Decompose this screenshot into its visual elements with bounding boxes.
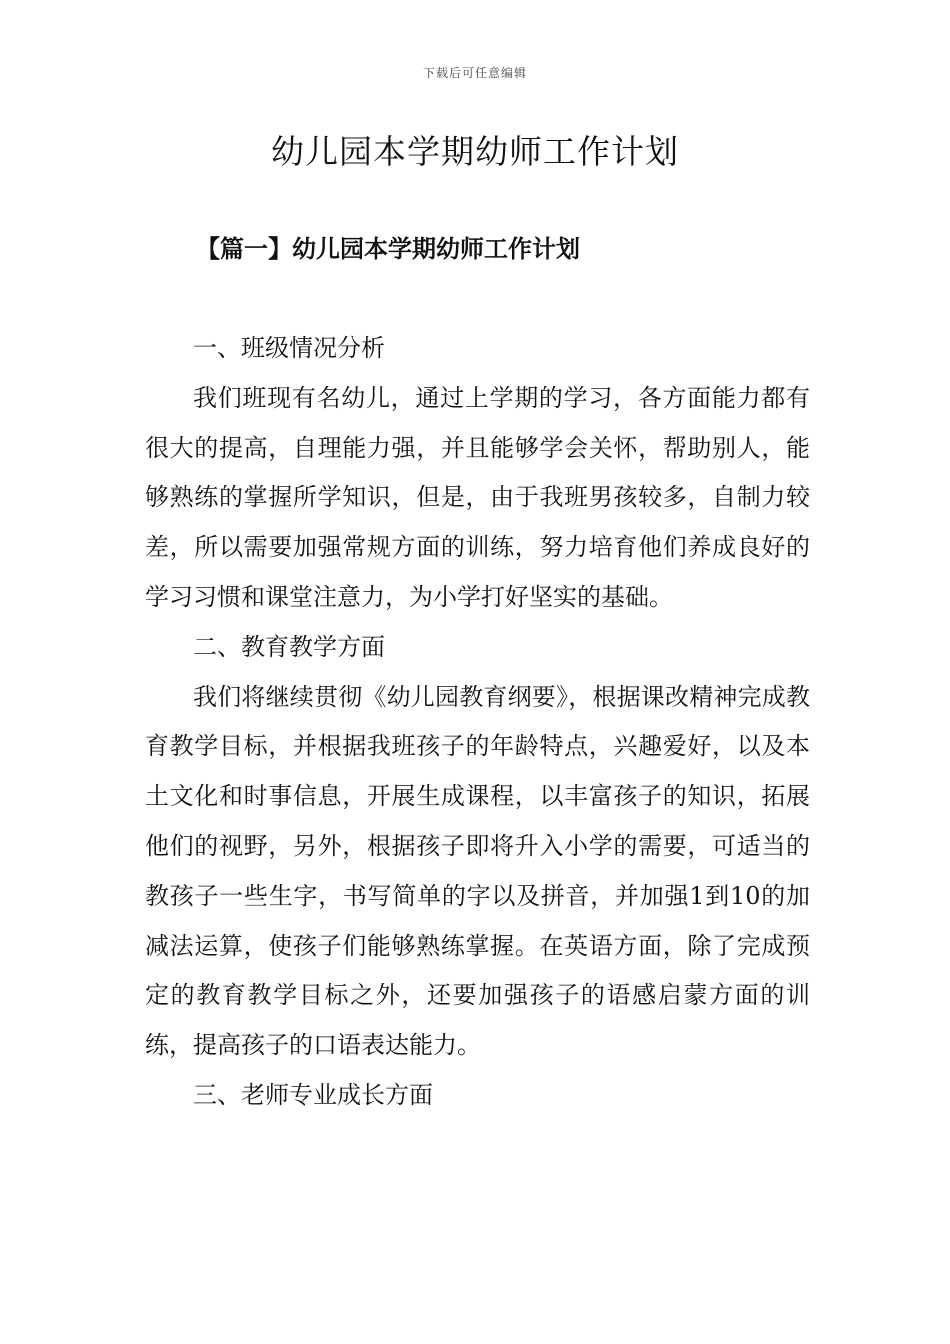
heading-class-analysis: 一、班级情况分析: [193, 334, 385, 362]
document-body: [145, 324, 810, 1121]
paragraph-class-analysis: 我们班现有名幼儿，通过上学期的学习，各方面能力都有很大的提高，自理能力强，并且能够学会关怀，帮助别人，能够熟练的掌握所学知识，但是，由于我班男孩较多，自制力较差，所以需要加强常规方面的训练，努力培育他们养成良好的学习习惯和课堂注意力，为小学打好坚实的基础。: [145, 383, 810, 611]
section-title: 【篇一】幼儿园本学期幼师工作计划: [196, 234, 580, 263]
document-title: 幼儿园本学期幼师工作计划: [271, 132, 679, 171]
header-note: 下载后可任意编辑: [422, 66, 527, 80]
paragraph-teaching: 我们将继续贯彻《幼儿园教育纲要》，根据课改精神完成教育教学目标，并根据我班孩子的年龄特点，兴趣爱好，以及本土文化和时事信息，开展生成课程，以丰富孩子的知识，拓展他们的视野，另外，根据孩子即将升入小学的需要，可适当的教孩子一些生字，书写简单的字以及拼音，并加强1到10的加减法运算，使孩子们能够熟练掌握。在英语方面，除了完成预定的教育教学目标之外，还要加强孩子的语感启蒙方面的训练，提高孩子的口语表达能力。: [145, 682, 810, 1060]
heading-teaching: 二、教育教学方面: [193, 632, 385, 661]
heading-teacher-growth: 三、老师专业成长方面: [193, 1080, 433, 1109]
